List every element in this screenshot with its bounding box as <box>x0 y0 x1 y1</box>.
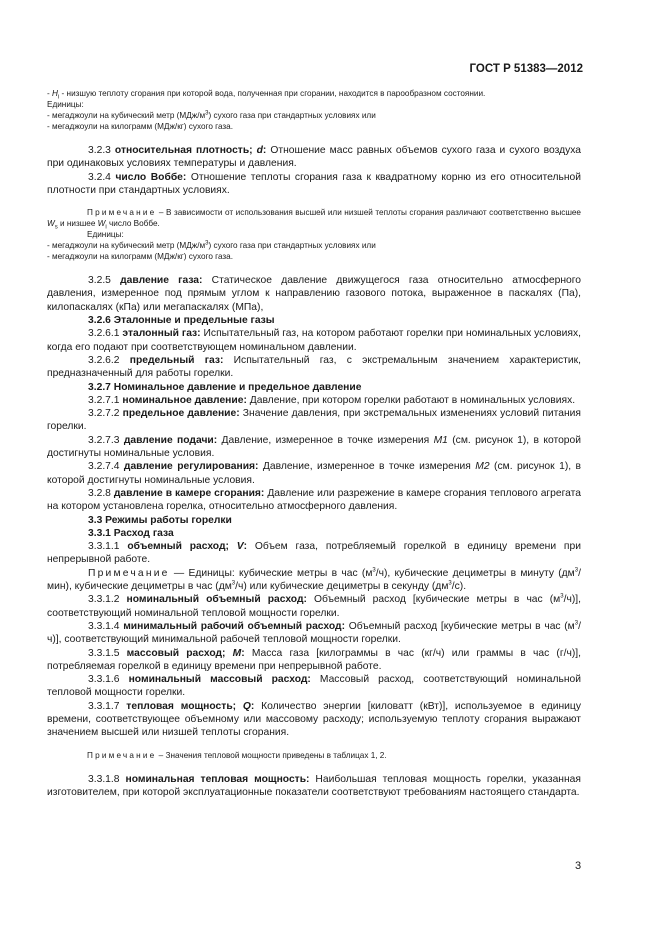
units-label: Единицы: <box>87 230 124 240</box>
document-code: ГОСТ Р 51383—2012 <box>469 63 583 75</box>
clause-3-2-8: 3.2.8 давление в камере сгорания: Давление или разрежение в камере сгорания теплового агрегата на котором установлена горелка, относительно атмосферного давления. <box>47 487 581 513</box>
clause-3-3-1-7: 3.3.1.7 тепловая мощность; Q: Количество энергии [киловатт (кВт)], используемое в единицу времени, соответствующее объемному или массовому расходу; используемую теплоту сгорания выражают значением высшей или низшей теплоты сгорания. <box>47 700 581 739</box>
clause-3-2-7-4: 3.2.7.4 давление регулирования: Давление, измеренное в точке измерения M2 (см. рисунок 1), в которой достигнуты номинальные условия. <box>47 461 581 486</box>
clause-3-2-6: 3.2.6 Эталонные и предельные газы <box>88 315 275 327</box>
clause-3-2-3: 3.2.3 относительная плотность; d: Отношение масс равных объемов сухого газа и сухого воздуха при одинаковых условиях температуры и давления. <box>47 145 581 170</box>
unit-item: - мегаджоули на килограмм (МДж/кг) сухого газа. <box>47 122 233 131</box>
units-label: Единицы: <box>47 100 84 109</box>
section-3-3: 3.3 Режимы работы горелки <box>88 514 232 526</box>
unit-item: - мегаджоули на кубический метр $(МДж/м^3)$ сухого газа при стандартных условиях или <box>47 240 376 251</box>
clause-3-2-5: 3.2.5 давление газа: Статическое давление движущегося газа относительно атмосферного давления, измеренное под прямым углом к направлению газового потока, выраженное в паскалях (Па), килопаскалях (кПа) или мегапаскалях (МПа), <box>47 275 581 313</box>
unit-item: - мегаджоули на килограмм (МДж/кг) сухого газа. <box>47 252 233 262</box>
clause-3-2-4: 3.2.4 число Воббе: Отношение теплоты сгорания газа к квадратному корню из его относительной плотности при стандартных условиях. <box>47 171 581 196</box>
clause-3-3-1-2: 3.3.1.2 номинальный объемный расход: Объемный расход [кубические метры в час $(м^3/ч)$], соответствующий номинальной тепловой мощности горелки. <box>47 593 581 619</box>
lower-heat-definition: - $H_i$ - низшую теплоту сгорания при которой вода, полученная при сгорании, находится в парообразном состоянии. <box>47 89 486 101</box>
page-body <box>47 88 581 799</box>
unit-item: - мегаджоули на кубический метр $(МДж/м^3)$ сухого газа при стандартных условиях или <box>47 110 376 120</box>
note-wobbe: Примечание – В зависимости от использования высшей или низшей теплоты сгорания различают соответственно высшее $W_s$ и низшее $W_i$ число Воббе. <box>47 208 581 231</box>
note-heat-power: Примечание – Значения тепловой мощности приведены в таблицах 1, 2. <box>87 750 387 760</box>
clause-3-2-6-2: 3.2.6.2 предельный газ: Испытательный газ, с экстремальным значением характеристик, предназначенный для работы горелки. <box>47 354 581 380</box>
clause-3-3-1-8: 3.3.1.8 номинальная тепловая мощность: Наибольшая тепловая мощность горелки, указанная изготовителем, при которой эксплуатационные показатели соответствуют требованиям настоящего стандарта. <box>47 773 581 798</box>
clause-3-3-1: 3.3.1 Расход газа <box>88 527 174 539</box>
page-number: 3 <box>575 860 582 872</box>
clause-3-2-7-2: 3.2.7.2 предельное давление: Значение давления, при экстремальных изменениях условий питания горелки. <box>47 408 581 433</box>
clause-3-3-1-1: 3.3.1.1 объемный расход; V: Объем газа, потребляемый горелкой в единицу времени при непрерывной работе. <box>47 541 581 566</box>
clause-3-3-1-6: 3.3.1.6 номинальный массовый расход: Массовый расход, соответствующий номинальной тепловой мощности горелки. <box>47 674 581 699</box>
note-volume-units: Примечание — Единицы: кубические метры в час $(м^3/ч)$, кубические дециметры в минуту $(дм^3/мин)$, кубические дециметры в час $(дм^3/ч)$ или кубические дециметры в секунду $(дм^3/с)$. <box>47 567 581 593</box>
clause-3-2-7-3: 3.2.7.3 давление подачи: Давление, измеренное в точке измерения M1 (см. рисунок 1), в которой достигнуты номинальные условия. <box>47 434 581 460</box>
clause-3-2-7-1: 3.2.7.1 номинальное давление: Давление, при котором горелки работают в номинальных условиях. <box>88 394 576 406</box>
clause-3-3-1-4: 3.3.1.4 минимальный рабочий объемный расход: Объемный расход [кубические метры в час $(м^3/ч)$], соответствующий минимальной рабочей тепловой мощности горелки. <box>47 620 581 646</box>
clause-3-3-1-5: 3.3.1.5 массовый расход; M: Масса газа [килограммы в час (кг/ч) или граммы в час (г/ч)], потребляемая горелкой в единицу времени при непрерывной работе. <box>47 647 581 672</box>
clause-3-2-7: 3.2.7 Номинальное давление и предельное давление <box>88 381 362 393</box>
clause-3-2-6-1: 3.2.6.1 эталонный газ: Испытательный газ, на котором работают горелки при номинальных условиях, когда его подают при соответствующем номинальном давлении. <box>47 328 581 353</box>
